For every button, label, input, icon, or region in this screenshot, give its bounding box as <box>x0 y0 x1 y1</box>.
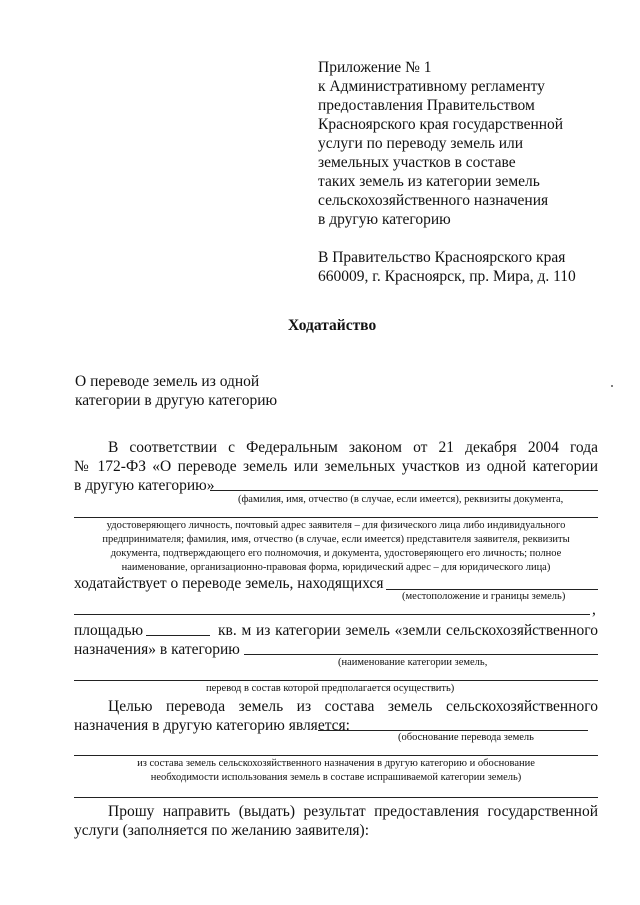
goal-text: назначения в другую категорию является: <box>74 717 350 734</box>
hint-text: (наименование категории земель, <box>338 657 488 668</box>
appendix-line: Приложение № 1 <box>318 59 432 76</box>
applicant-fill-line-2[interactable] <box>74 517 598 518</box>
applicant-fill-line[interactable] <box>210 490 598 491</box>
document-title: Ходатайство <box>288 317 377 334</box>
goal-fill-line-3[interactable] <box>74 797 598 798</box>
category-fill-line[interactable] <box>244 654 598 655</box>
hint-text: из состава земель сельскохозяйственного назначения в другую категорию и обоснование <box>137 758 535 769</box>
area-label: площадью <box>74 622 144 639</box>
addressee-address: 660009, г. Красноярск, пр. Мира, д. 110 <box>318 268 576 285</box>
petition-text: ходатайствует о переводе земель, находящихся <box>74 575 384 592</box>
request-text: услуги (заполняется по желанию заявителя): <box>74 822 370 839</box>
appendix-line: предоставления Правительством <box>318 97 535 114</box>
location-fill-line-2[interactable] <box>74 614 590 615</box>
appendix-line: земельных участков в составе <box>318 154 516 171</box>
request-text: Прошу направить (выдать) результат предоставления государственной <box>108 803 598 820</box>
hint-text: наименование, организационно-правовая форма, юридический адрес – для юридического лица) <box>121 562 551 573</box>
appendix-line: услуги по переводу земель или <box>318 135 524 152</box>
appendix-line: сельскохозяйственного назначения <box>318 192 549 209</box>
hint-text: документа, подтверждающего его полномочия, и документа, удостоверяющего его личность; полное <box>110 548 562 559</box>
addressee-line: В Правительство Красноярского края <box>318 249 566 266</box>
goal-fill-line-2[interactable] <box>74 755 598 756</box>
category-fill-line-2[interactable] <box>74 680 598 681</box>
body-paragraph-line: В соответствии с Федеральным законом от 21 декабря 2004 года <box>108 439 598 456</box>
hint-text: перевод в состав которой предполагается осуществить) <box>206 683 455 694</box>
scan-speck <box>611 385 613 387</box>
appendix-line: таких земель из категории земель <box>318 173 540 190</box>
hint-text: удостоверяющего личность, почтовый адрес заявителя – для физического лица либо индивидуального <box>106 520 566 531</box>
goal-text: Целью перевода земель из состава земель сельскохозяйственного <box>108 698 598 715</box>
appendix-line: Красноярского края государственной <box>318 116 564 133</box>
hint-text: (обоснование перевода земель <box>398 732 534 743</box>
appendix-line: в другую категорию <box>318 211 451 228</box>
subject-line: О переводе земель из одной <box>75 373 260 390</box>
purpose-text: назначения» в категорию <box>74 641 240 658</box>
hint-text: предпринимателя; фамилия, имя, отчество (в случае, если имеется) представителя заявителя, реквизиты <box>102 534 570 545</box>
hint-text: необходимости использования земель в составе испрашиваемой категории земель) <box>150 772 522 783</box>
appendix-line: к Административному регламенту <box>318 78 545 95</box>
area-text: кв. м из категории земель «земли сельскохозяйственного <box>218 622 598 639</box>
subject-line: категории в другую категорию <box>75 392 278 409</box>
body-paragraph-line: в другую категорию» <box>74 477 215 494</box>
area-fill-line[interactable] <box>146 635 210 636</box>
comma: , <box>592 601 596 618</box>
body-paragraph-line: № 172-ФЗ «О переводе земель или земельных участков из одной категории <box>74 458 598 475</box>
hint-text: (фамилия, имя, отчество (в случае, если имеется), реквизиты документа, <box>238 494 564 505</box>
hint-text: (местоположение и границы земель) <box>402 591 566 602</box>
